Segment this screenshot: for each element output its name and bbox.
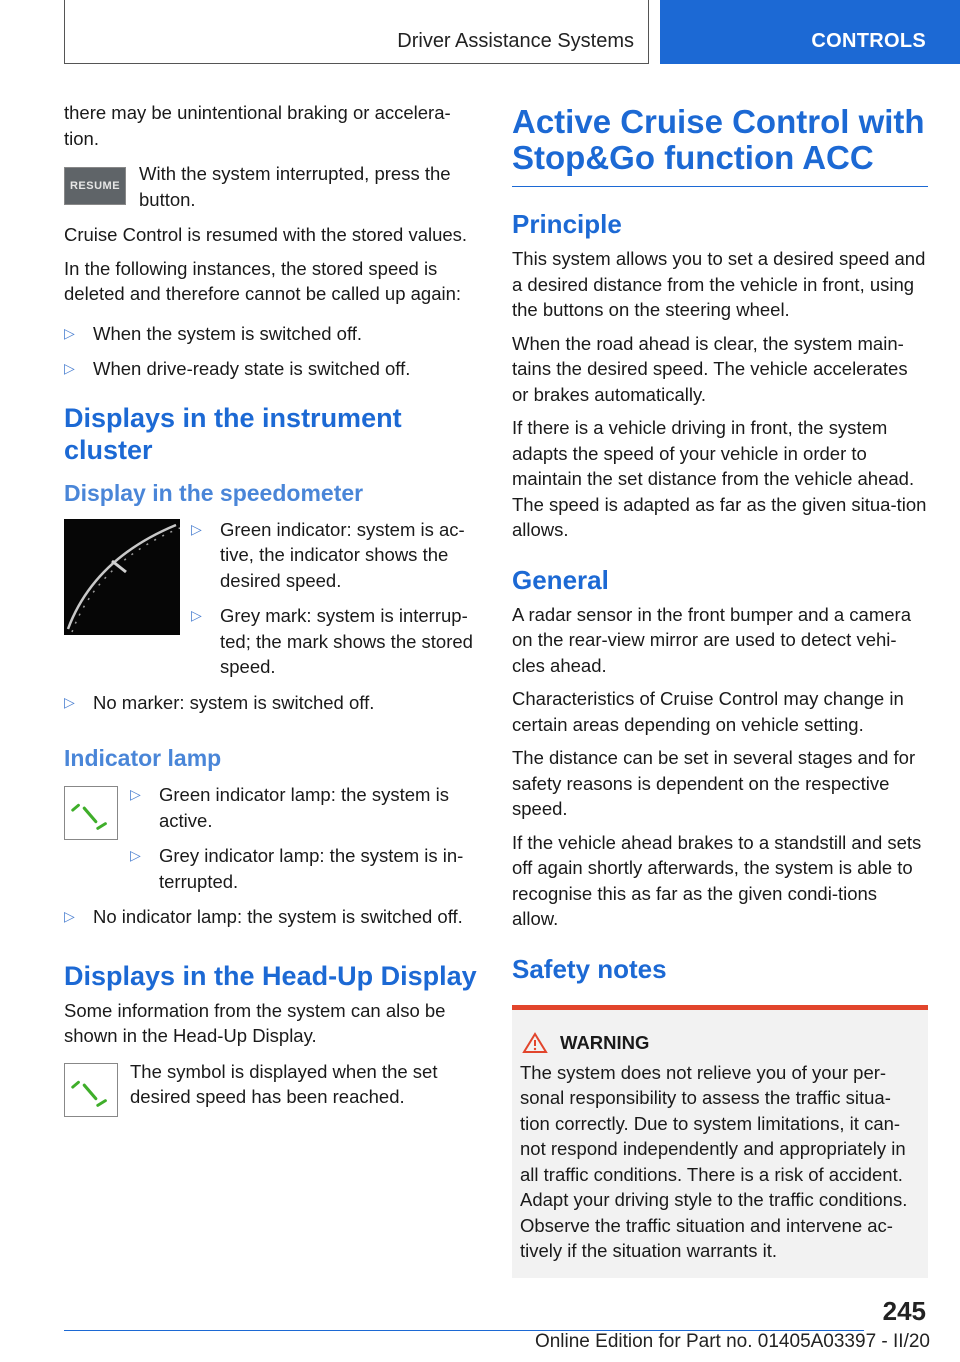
warning-header [520, 1032, 920, 1054]
header-chapter-tab[interactable] [660, 0, 960, 64]
warning-box [512, 1005, 928, 1278]
bullet-triangle-icon: ▷ [64, 360, 75, 376]
list-item-text: Grey indicator lamp: the system is in‐terrupted. [159, 845, 464, 892]
heading-speedometer: Display in the speedometer [64, 479, 364, 506]
bullet-triangle-icon: ▷ [130, 786, 141, 802]
cruise-control-green-icon [64, 786, 118, 840]
title-divider [512, 186, 928, 187]
principle-paragraph: If there is a vehicle driving in front, the system adapts the speed of your vehicle in order to maintain the set distance from the vehicle ahead. The speed is adapted as far as the given situa‐tion allows. [512, 417, 927, 540]
list-item [130, 843, 480, 894]
general-paragraph: If the vehicle ahead brakes to a standstill and sets off again shortly afterwards, the system is able to recognise this as far as the given condi‐tions allow. [512, 831, 922, 929]
heading-indicator-lamp: Indicator lamp [64, 745, 222, 771]
bullet-triangle-icon: ▷ [64, 324, 75, 341]
deleted-paragraph: In the following instances, the stored speed is deleted and therefore cannot be called up again: [64, 257, 462, 304]
resume-text: With the system interrupted, press the button. [139, 163, 451, 210]
list-item-text: Grey mark: system is interrup‐ted; the mark shows the stored speed. [220, 605, 473, 677]
header-section-title: Driver Assistance Systems [397, 30, 634, 52]
footer-edition: Online Edition for Part no. 01405A03397 - II/20 [534, 1331, 930, 1352]
hud-symbol-row [64, 1059, 480, 1122]
hud-paragraph: Some information from the system can also be shown in the Head-Up Display. [64, 999, 446, 1046]
intro-paragraph: there may be unintentional braking or accelera‐tion. [64, 102, 451, 149]
heading-general: General [512, 564, 609, 595]
bullet-triangle-icon: ▷ [191, 520, 202, 537]
page-number: 245 [882, 1296, 926, 1326]
list-item [64, 904, 480, 930]
list-item [64, 356, 480, 382]
general-paragraph: Characteristics of Cruise Control may change in certain areas depending on vehicle setting. [512, 688, 904, 735]
principle-paragraph: When the road ahead is clear, the system main‐tains the desired speed. The vehicle accelerates or brakes automatically. [512, 332, 908, 405]
hud-symbol-text: The symbol is displayed when the set desired speed has been reached. [130, 1060, 438, 1107]
list-item-text: Green indicator lamp: the system is active. [159, 784, 449, 831]
header-section-box [64, 0, 649, 64]
bullet-triangle-icon: ▷ [64, 908, 75, 924]
warning-triangle-icon [522, 1032, 548, 1054]
heading-displays: Displays in the instrument cluster [64, 402, 402, 465]
resumed-paragraph: Cruise Control is resumed with the stored values. [64, 224, 468, 245]
warning-label: WARNING [560, 1031, 650, 1053]
list-item [191, 517, 480, 594]
left-column [64, 100, 480, 1122]
bullet-triangle-icon: ▷ [191, 607, 202, 623]
page-title: Active Cruise Control with Stop&Go function ACC [512, 103, 925, 176]
list-item [130, 782, 480, 833]
header-chapter-label: CONTROLS [811, 30, 926, 52]
bullet-triangle-icon: ▷ [64, 693, 75, 710]
list-item [191, 603, 480, 680]
list-item-text: When drive-ready state is switched off. [93, 358, 411, 379]
speedometer-row [64, 517, 480, 690]
right-column [512, 100, 928, 1278]
resume-row [64, 161, 480, 212]
heading-safety-notes: Safety notes [512, 953, 667, 984]
list-item [64, 690, 480, 716]
list-item-text: When the system is switched off. [93, 322, 363, 344]
list-item-text: No marker: system is switched off. [93, 691, 375, 713]
list-item-text: No indicator lamp: the system is switched off. [93, 906, 463, 927]
indicator-lamp-row [64, 782, 480, 904]
list-item-text: Green indicator: system is ac‐tive, the indicator shows the desired speed. [220, 518, 465, 591]
general-paragraph: The distance can be set in several stages and for safety reasons is dependent on the respective speed. [512, 747, 916, 819]
heading-head-up-display: Displays in the Head-Up Display [64, 960, 477, 991]
resume-button-icon: RESUME [64, 167, 126, 205]
cruise-control-reached-icon [64, 1063, 118, 1117]
warning-text: The system does not relieve you of your per‐sonal responsibility to assess the traffic situa‐tion correctly. Due to system limitations, it can‐not respond independently and appropriately in all traffic conditions. There is a risk of accident. Adapt your driving style to the traffic conditions. Observe the traffic situation and intervene ac‐tively if the situation warrants it. [520, 1061, 908, 1261]
principle-paragraph: This system allows you to set a desired speed and a desired distance from the vehicle in front, using the buttons on the steering wheel. [512, 248, 926, 320]
speedometer-image [64, 519, 180, 635]
bullet-triangle-icon: ▷ [130, 847, 141, 863]
list-item [64, 321, 480, 347]
heading-principle: Principle [512, 209, 622, 239]
general-paragraph: A radar sensor in the front bumper and a camera on the rear-view mirror are used to detect vehi‐cles ahead. [512, 603, 911, 676]
